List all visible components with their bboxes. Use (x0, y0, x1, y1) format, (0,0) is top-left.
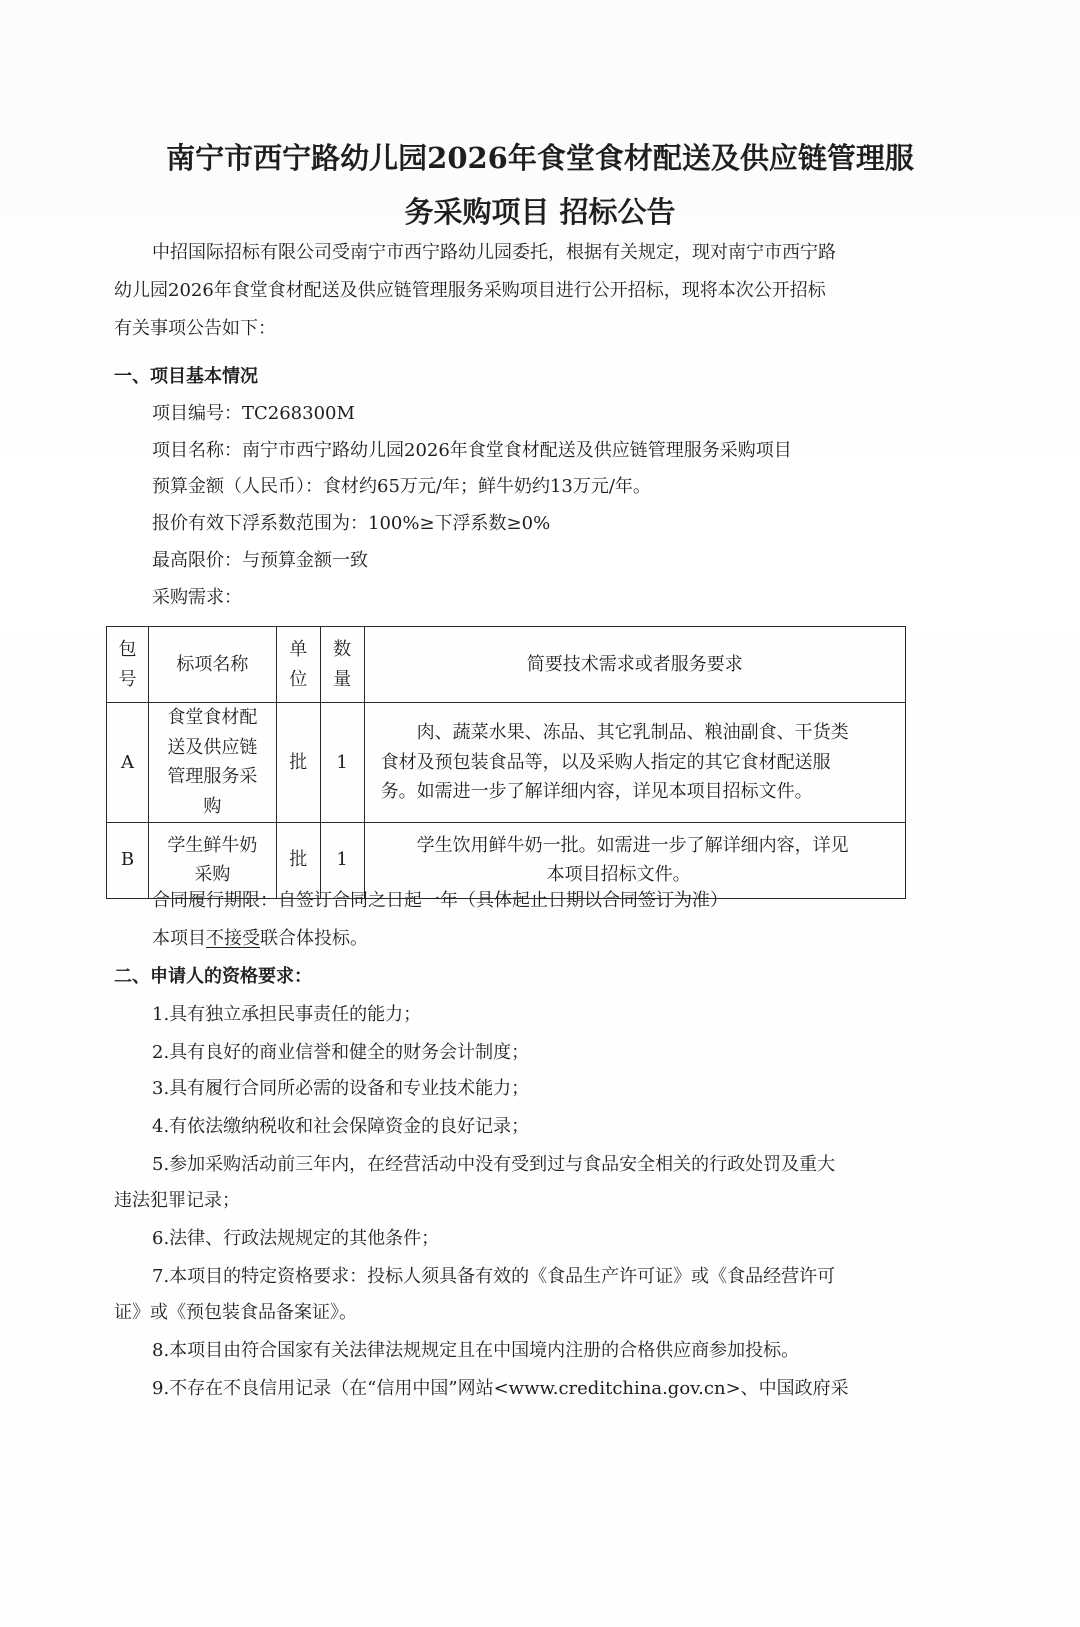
row-b-req-line-1 (381, 831, 891, 861)
contract-period: 合同履行期限：自签订合同之日起一年（具体起止日期以合同签订为准） (152, 890, 728, 911)
table-header-row (107, 627, 906, 703)
row-a-req-line-1-text: 肉、蔬菜水果、冻品、其它乳制品、粮油副食、干货类 (416, 721, 849, 743)
row-a-req-line-3: 务。如需进一步了解详细内容，详见本项目招标文件。 (380, 781, 813, 803)
header-quantity-char-2: 量 (333, 668, 352, 690)
requirement-4: 4.有依法缴纳税收和社会保障资金的良好记录； (152, 1116, 530, 1137)
row-a-requirements (364, 703, 905, 823)
project-number: 项目编号：TC268300M (152, 403, 355, 424)
row-a-req-line-2: 食材及预包装食品等，以及采购人指定的其它食材配送服 (380, 751, 831, 773)
header-unit-char-1: 单 (289, 638, 308, 660)
intro-line-1: 中招国际招标有限公司受南宁市西宁路幼儿园委托，根据有关规定，现对南宁市西宁路 (152, 242, 836, 263)
table-row (107, 822, 906, 898)
demand-label: 采购需求： (152, 587, 242, 608)
requirement-7-line-2: 证》或《预包装食品备案证》。 (114, 1302, 357, 1323)
header-requirements: 简要技术需求或者服务要求 (364, 627, 905, 703)
document-title-line-1: 南宁市西宁路幼儿园2026年食堂食材配送及供应链管理服 (166, 141, 914, 175)
requirement-7-line-1: 7.本项目的特定资格要求：投标人须具备有效的《食品生产许可证》或《食品经营许可 (152, 1266, 836, 1287)
row-b-quantity: 1 (320, 822, 364, 898)
header-unit-char-2: 位 (289, 668, 308, 690)
row-a-name (148, 703, 276, 823)
row-b-req-line-2: 本项目招标文件。 (546, 864, 691, 886)
requirement-3: 3.具有履行合同所必需的设备和专业技术能力； (152, 1078, 530, 1099)
budget-amount: 预算金额（人民币）：食材约65万元/年；鲜牛奶约13万元/年。 (152, 476, 651, 497)
intro-line-3: 有关事项公告如下： (114, 318, 276, 339)
row-a-req-line-1 (381, 718, 891, 748)
row-b-name-line-1: 学生鲜牛奶 (167, 834, 258, 856)
requirement-1: 1.具有独立承担民事责任的能力； (152, 1004, 422, 1025)
consortium-statement (152, 928, 368, 950)
intro-line-2: 幼儿园2026年食堂食材配送及供应链管理服务采购项目进行公开招标，现将本次公开招标 (114, 280, 826, 301)
row-b-requirements (364, 822, 905, 898)
row-a-name-line-3: 管理服务采 (167, 766, 258, 788)
header-item-name: 标项名称 (148, 627, 276, 703)
requirement-5-line-1: 5.参加采购活动前三年内，在经营活动中没有受到过与食品安全相关的行政处罚及重大 (152, 1154, 836, 1175)
row-b-package: B (107, 822, 149, 898)
row-a-unit: 批 (276, 703, 320, 823)
section-1-heading: 一、项目基本情况 (114, 366, 258, 387)
requirement-5-line-2: 违法犯罪记录； (114, 1190, 240, 1211)
header-quantity (320, 627, 364, 703)
procurement-table (106, 626, 906, 899)
row-a-package: A (107, 703, 149, 823)
requirement-6: 6.法律、行政法规规定的其他条件； (152, 1228, 440, 1249)
row-b-name (148, 822, 276, 898)
row-b-req-line-1-text: 学生饮用鲜牛奶一批。如需进一步了解详细内容，详见 (416, 834, 849, 856)
price-range: 报价有效下浮系数范围为：100%≥下浮系数≥0% (152, 513, 551, 534)
row-a-name-line-1: 食堂食材配 (167, 707, 258, 728)
requirement-9: 9.不存在不良信用记录（在“信用中国”网站<www.creditchina.gov.cn>、中国政府采 (152, 1378, 849, 1399)
section-2-heading: 二、申请人的资格要求： (114, 966, 312, 987)
requirement-8: 8.本项目由符合国家有关法律法规规定且在中国境内注册的合格供应商参加投标。 (152, 1340, 800, 1361)
max-price: 最高限价：与预算金额一致 (152, 550, 368, 571)
project-name: 项目名称：南宁市西宁路幼儿园2026年食堂食材配送及供应链管理服务采购项目 (152, 440, 792, 461)
row-a-quantity: 1 (320, 703, 364, 823)
consortium-prefix: 本项目 (152, 928, 206, 949)
row-a-name-line-4: 购 (203, 796, 222, 818)
header-package-char-1: 包 (118, 638, 137, 660)
consortium-not-accepted: 不接受 (206, 928, 260, 949)
row-a-name-line-2: 送及供应链 (167, 736, 258, 758)
consortium-suffix: 联合体投标。 (260, 928, 368, 949)
table-row (107, 703, 906, 823)
header-unit (276, 627, 320, 703)
header-package-char-2: 号 (118, 668, 137, 690)
row-b-name-line-2: 采购 (194, 864, 231, 886)
document-title-line-2: 务采购项目 招标公告 (404, 195, 676, 229)
header-quantity-char-1: 数 (333, 638, 352, 660)
requirement-2: 2.具有良好的商业信誉和健全的财务会计制度； (152, 1042, 530, 1063)
row-b-unit: 批 (276, 822, 320, 898)
header-package (107, 627, 149, 703)
